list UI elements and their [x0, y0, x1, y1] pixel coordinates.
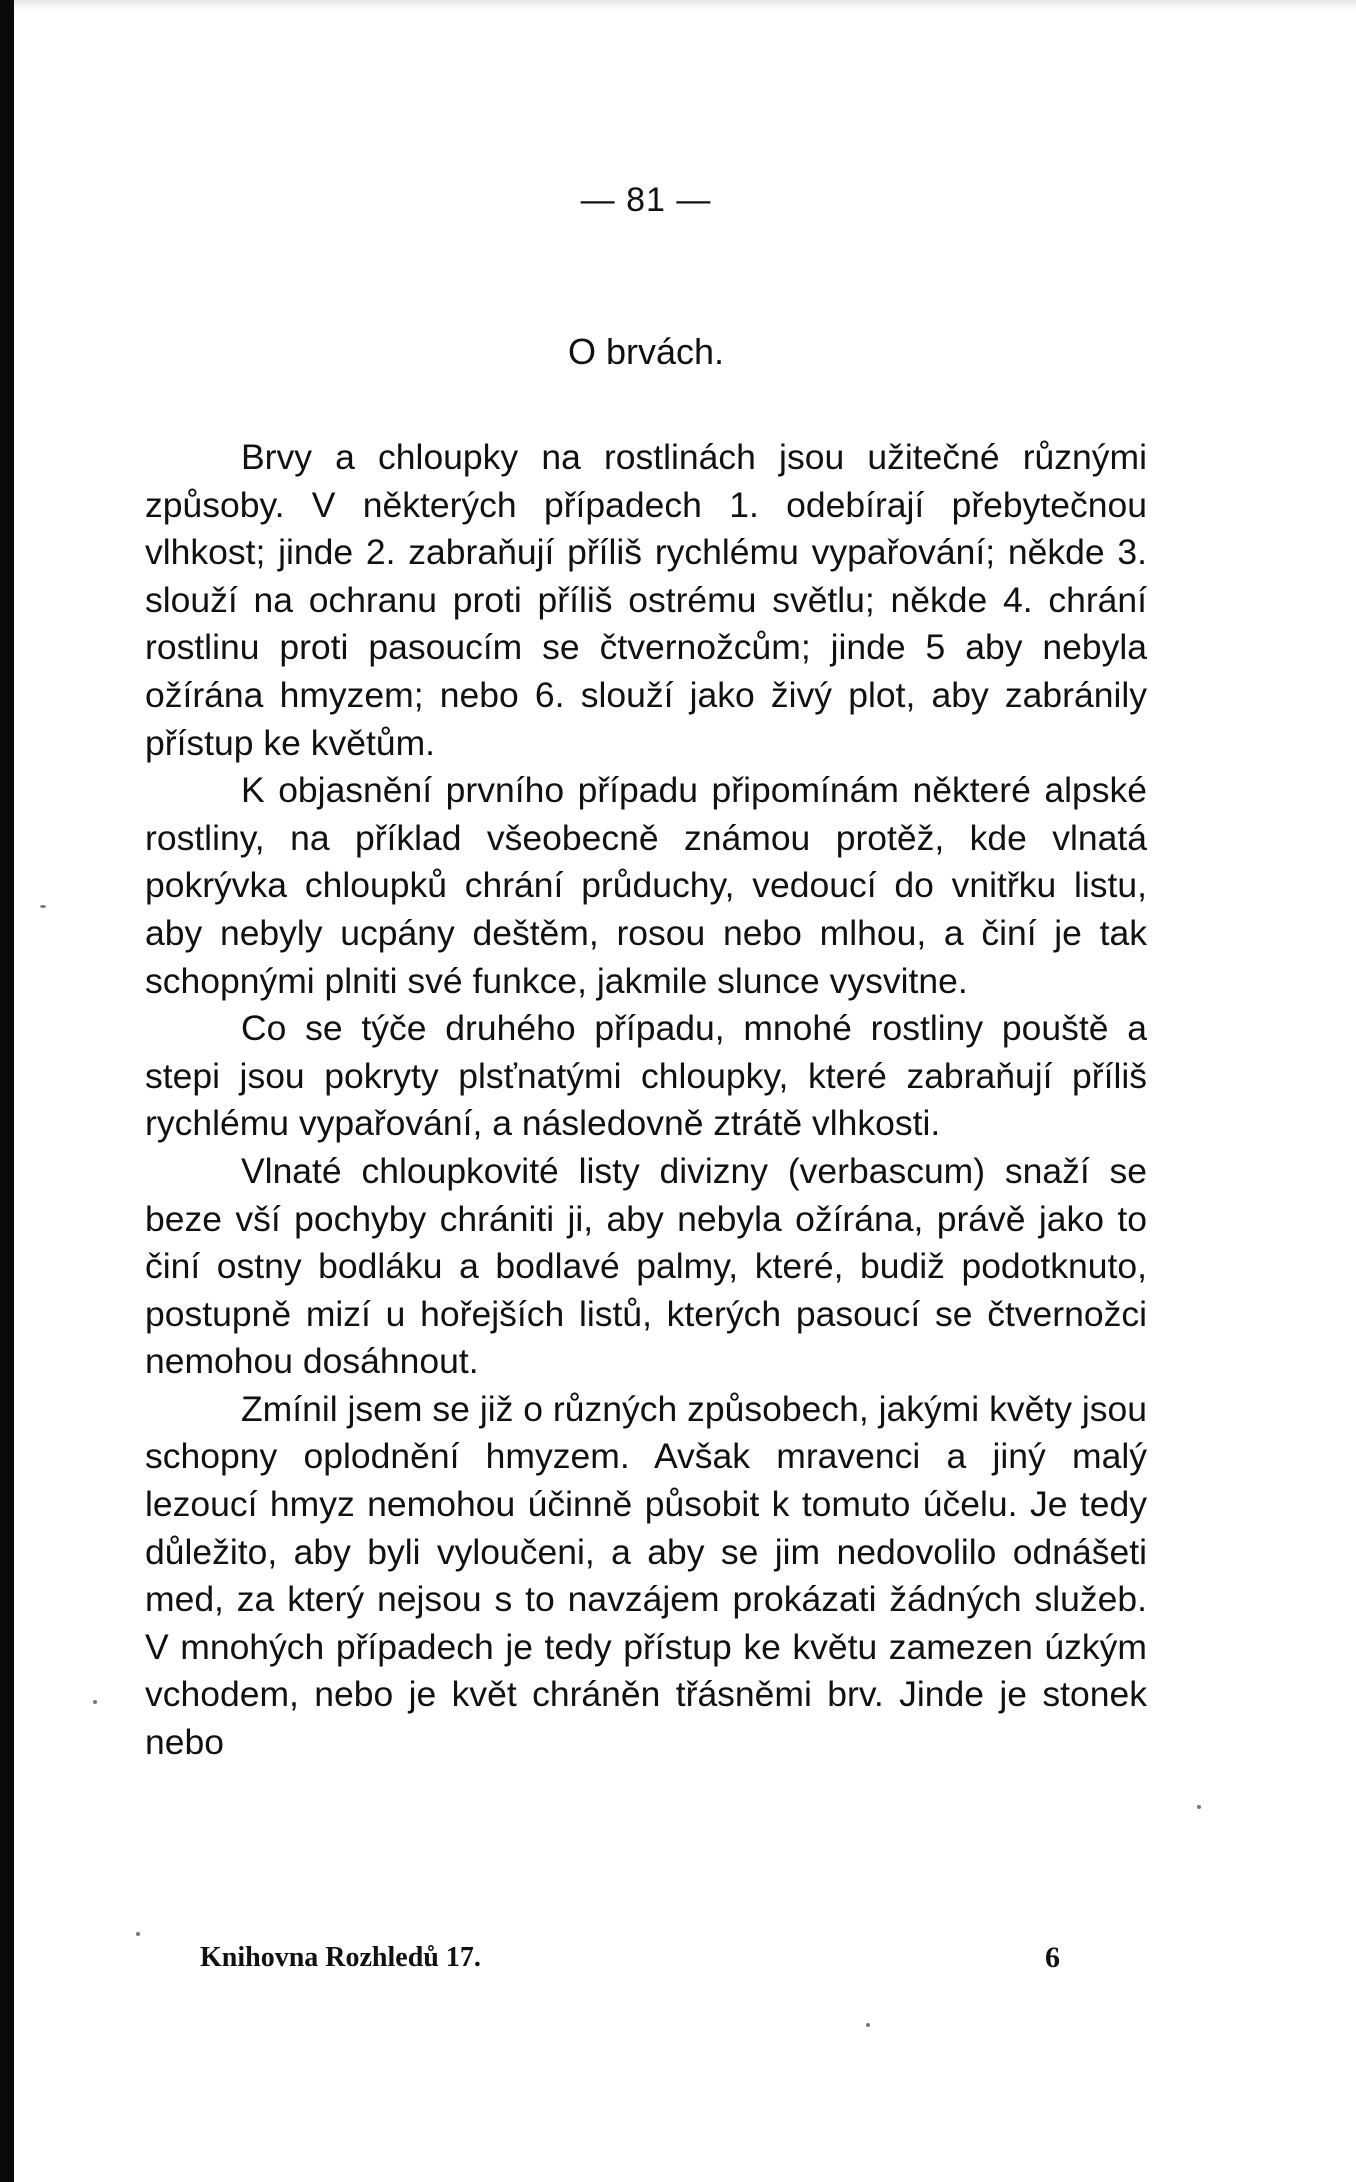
chapter-title: O brvách.: [567, 331, 725, 372]
book-page: [145, 170, 1147, 1767]
paragraph: Co se týče druhého případu, mnohé rostliny pouště a stepi jsou pokryty plsťnatými chloupky, které zabraňují příliš rychlému vypařování, a následovně ztrátě vlhkosti.: [145, 1008, 1147, 1144]
scan-speck: [866, 2023, 870, 2027]
scan-speck: [40, 905, 46, 908]
paragraph: K objasnění prvního případu připomínám některé alpské rostliny, na příklad všeobecně známou protěž, kde vlnatá pokrývka chloupků chrání průduchy, vedoucí do vnitřku listu, aby nebyly ucpány deštěm, rosou nebo mlhou, a činí je tak schopnými plniti své funkce, jakmile slunce vysvitne.: [145, 770, 1147, 1001]
body-text: [145, 434, 1147, 1767]
page-footer: [200, 1938, 1060, 1978]
paragraph: Vlnaté chloupkovité listy divizny (verbascum) snaží se beze vší pochyby chrániti ji, aby nebyla ožírána, právě jako to činí ostny bodláku a bodlavé palmy, které, budiž podotknuto, postupně mizí u hořejších listů, kterých pasoucí se čtvernožci nemohou dosáhnout.: [145, 1150, 1147, 1382]
scan-speck: [93, 1700, 97, 1704]
paragraph: Brvy a chloupky na rostlinách jsou užitečné různými způsoby. V některých případech 1. odebírají přebytečnou vlhkost; jinde 2. zabraňují příliš rychlému vypařování; někde 3. slouží na ochranu proti příliš ostrému světlu; někde 4. chrání rostlinu proti pasoucím se čtvernožcům; jinde 5 aby nebyla ožírána hmyzem; nebo 6. slouží jako živý plot, aby zabránily přístup ke květům.: [145, 437, 1147, 763]
scan-left-border: [0, 0, 14, 2182]
footer-series-title: Knihovna Rozhledů 17.: [200, 1942, 481, 1973]
page-number: — 81 —: [580, 181, 712, 219]
scan-top-edge: [14, 0, 1356, 10]
paragraph: Zmínil jsem se již o různých způsobech, jakými květy jsou schopny oplodnění hmyzem. Avšak mravenci a jiný malý lezoucí hmyz nemohou účinně působit k tomuto účelu. Je tedy důležito, aby byli vyloučeni, a aby se jim nedovolilo odnášeti med, za který nejsou s to navzájem prokázati žádných služeb. V mnohých případech je tedy přístup ke květu zamezen úzkým vchodem, nebo je květ chráněn třásněmi brv. Jinde je stonek nebo: [145, 1388, 1147, 1763]
scan-speck: [1197, 1805, 1201, 1809]
scan-speck: [136, 1932, 140, 1936]
footer-sheet-number: 6: [1045, 1941, 1060, 1974]
